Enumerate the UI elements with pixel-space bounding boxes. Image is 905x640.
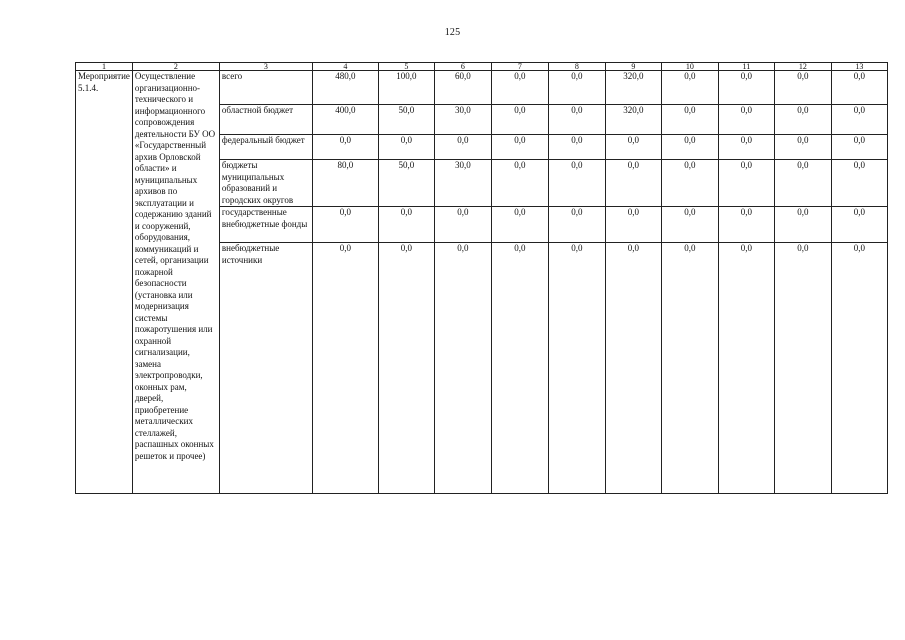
page-number: 125 — [444, 27, 461, 38]
table-cell: 480,0 — [312, 71, 378, 105]
table-cell: 30,0 — [434, 160, 491, 207]
column-number: 13 — [831, 63, 887, 71]
column-number: 3 — [219, 63, 312, 71]
table-cell: 100,0 — [378, 71, 434, 105]
table-cell: 0,0 — [378, 243, 434, 494]
event-code: Мероприятие 5.1.4. — [76, 71, 133, 494]
table-cell: 0,0 — [661, 135, 718, 160]
table-cell: 0,0 — [831, 160, 887, 207]
table-cell: 30,0 — [434, 105, 491, 135]
column-number: 6 — [434, 63, 491, 71]
column-number: 8 — [548, 63, 605, 71]
table-cell: 320,0 — [605, 105, 661, 135]
table-cell: 0,0 — [774, 135, 831, 160]
table-cell: 80,0 — [312, 160, 378, 207]
funding-source: бюджеты муниципальных образований и городских округов — [219, 160, 312, 207]
table-cell: 0,0 — [378, 207, 434, 243]
table-cell: 60,0 — [434, 71, 491, 105]
table-cell: 0,0 — [548, 135, 605, 160]
column-number: 5 — [378, 63, 434, 71]
funding-source: государственные внебюджетные фонды — [219, 207, 312, 243]
table-cell: 0,0 — [831, 105, 887, 135]
table-cell: 0,0 — [491, 71, 548, 105]
column-number: 12 — [774, 63, 831, 71]
table-cell: 0,0 — [491, 135, 548, 160]
table-cell: 0,0 — [548, 207, 605, 243]
column-number: 10 — [661, 63, 718, 71]
table-cell: 0,0 — [718, 71, 774, 105]
table-cell: 50,0 — [378, 160, 434, 207]
table-cell: 0,0 — [605, 207, 661, 243]
table-cell: 0,0 — [605, 135, 661, 160]
column-number-row — [76, 63, 888, 71]
table-cell: 0,0 — [774, 160, 831, 207]
event-description: Осуществление организационно-технического и информационного сопровождения деятельности БУ ОО «Государственный архив Орловской области» и муниципальных архивов по эксплуатации и содержанию зданий и сооружений, оборудования, коммуникаций и сетей, организации пожарной безопасности (установка или модернизация системы пожаротушения или охранной сигнализации, замена электропроводки, оконных рам, дверей, приобретение металлических стеллажей, распашных оконных решеток и прочее) — [132, 71, 219, 494]
column-number: 2 — [132, 63, 219, 71]
table-cell: 0,0 — [718, 243, 774, 494]
table-cell: 0,0 — [434, 207, 491, 243]
funding-source: внебюджетные источники — [219, 243, 312, 494]
table-row — [76, 71, 888, 105]
funding-source: всего — [219, 71, 312, 105]
table-cell: 0,0 — [831, 207, 887, 243]
table-cell: 0,0 — [312, 207, 378, 243]
table-cell: 0,0 — [661, 207, 718, 243]
table-cell: 0,0 — [774, 207, 831, 243]
table-cell: 0,0 — [661, 160, 718, 207]
table-cell: 0,0 — [661, 243, 718, 494]
table-cell: 0,0 — [718, 207, 774, 243]
table-cell: 0,0 — [378, 135, 434, 160]
table-cell: 0,0 — [434, 243, 491, 494]
table-cell: 0,0 — [605, 243, 661, 494]
table-cell: 0,0 — [491, 243, 548, 494]
table-cell: 0,0 — [774, 71, 831, 105]
table-cell: 0,0 — [718, 135, 774, 160]
table-cell: 0,0 — [312, 243, 378, 494]
table-cell: 0,0 — [491, 160, 548, 207]
table-cell: 0,0 — [548, 71, 605, 105]
table-cell: 0,0 — [312, 135, 378, 160]
table-cell: 50,0 — [378, 105, 434, 135]
table-cell: 0,0 — [661, 71, 718, 105]
table-cell: 0,0 — [661, 105, 718, 135]
table-cell: 0,0 — [434, 135, 491, 160]
table-cell: 320,0 — [605, 71, 661, 105]
budget-table — [75, 62, 888, 494]
column-number: 1 — [76, 63, 133, 71]
column-number: 7 — [491, 63, 548, 71]
table-cell: 0,0 — [548, 243, 605, 494]
table-cell: 0,0 — [605, 160, 661, 207]
table-cell: 0,0 — [774, 243, 831, 494]
column-number: 11 — [718, 63, 774, 71]
table-cell: 0,0 — [491, 207, 548, 243]
table-cell: 0,0 — [548, 160, 605, 207]
column-number: 4 — [312, 63, 378, 71]
funding-source: федеральный бюджет — [219, 135, 312, 160]
table-cell: 0,0 — [548, 105, 605, 135]
column-number: 9 — [605, 63, 661, 71]
table-cell: 0,0 — [831, 135, 887, 160]
table-cell: 0,0 — [831, 243, 887, 494]
funding-source: областной бюджет — [219, 105, 312, 135]
table-cell: 0,0 — [774, 105, 831, 135]
table-cell: 0,0 — [718, 105, 774, 135]
table-cell: 400,0 — [312, 105, 378, 135]
table-cell: 0,0 — [491, 105, 548, 135]
table-cell: 0,0 — [831, 71, 887, 105]
table-cell: 0,0 — [718, 160, 774, 207]
